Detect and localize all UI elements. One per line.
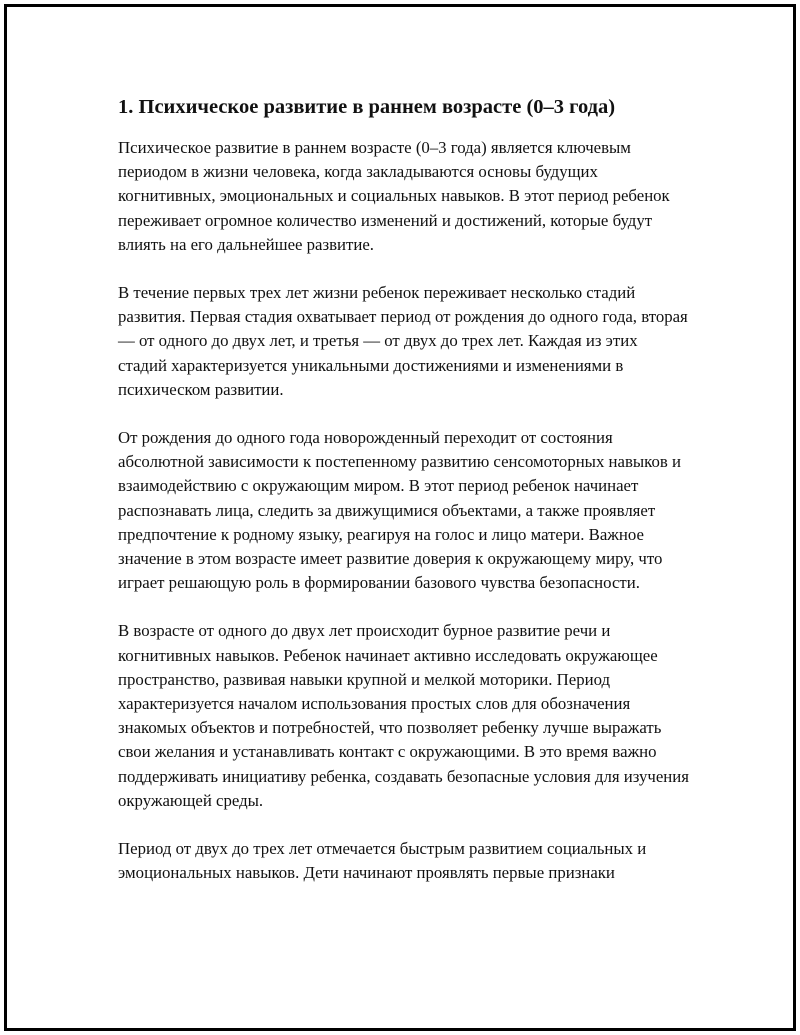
section-title: 1. Психическое развитие в раннем возрасте (0–3 года)	[118, 96, 616, 118]
paragraph-1: Психическое развитие в раннем возрасте (0–3 года) является ключевым периодом в жизни человека, когда закладываются основы будущих когнитивных, эмоциональных и социальных навыков. В этот период ребенок переживает огромное количество изменений и достижений, которые будут влиять на его дальнейшее развитие.	[118, 138, 670, 254]
paragraph-5: Период от двух до трех лет отмечается быстрым развитием социальных и эмоциональных навыков. Дети начинают проявлять первые признаки	[118, 839, 647, 883]
document-body	[118, 94, 690, 909]
paragraph-2: В течение первых трех лет жизни ребенок переживает несколько стадий развития. Первая стадия охватывает период от рождения до одного года, вторая — от одного до двух лет, и третья — от двух до трех лет. Каждая из этих стадий характеризуется уникальными достижениями и изменениями в психическом развитии.	[118, 283, 688, 399]
paragraph-3: От рождения до одного года новорожденный переходит от состояния абсолютной зависимости к постепенному развитию сенсомоторных навыков и взаимодействию с окружающим миром. В этот период ребенок начинает распознавать лица, следить за движущимися объектами, а также проявляет предпочтение к родному языку, реагируя на голос и лицо матери. Важное значение в этом возрасте имеет развитие доверия к окружающему миру, что играет решающую роль в формировании базового чувства безопасности.	[118, 428, 681, 593]
paragraph-4: В возрасте от одного до двух лет происходит бурное развитие речи и когнитивных навыков. Ребенок начинает активно исследовать окружающее пространство, развивая навыки крупной и мелкой моторики. Период характеризуется началом использования простых слов для обозначения знакомых объектов и потребностей, что позволяет ребенку лучше выражать свои желания и устанавливать контакт с окружающими. В это время важно поддерживать инициативу ребенка, создавать безопасные условия для изучения окружающей среды.	[118, 621, 689, 810]
